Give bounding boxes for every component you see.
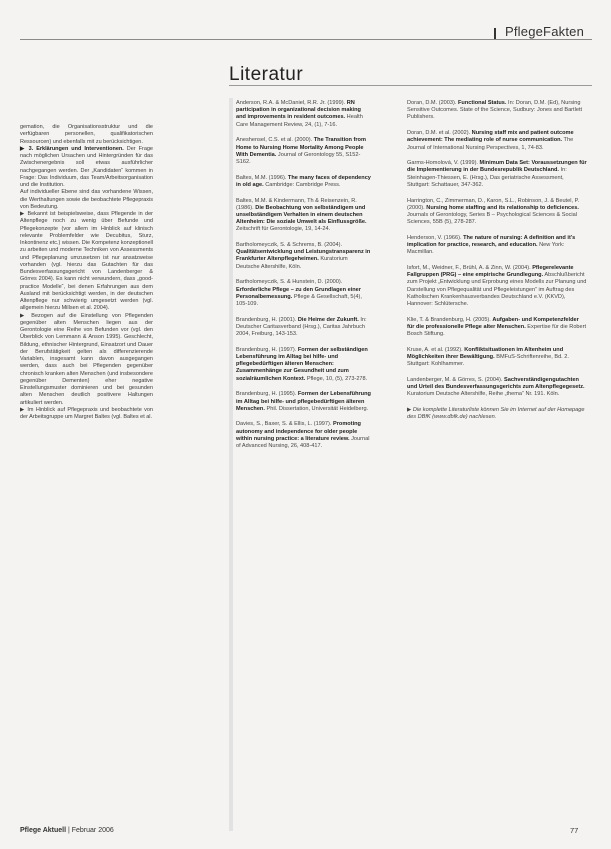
section-title: Literatur xyxy=(229,64,304,85)
reference-entry: Doran, D.M. et al. (2002). Nursing staff mix and patient outcome achievement: The mediating role of nurse communication. The Journal of International Nursing Perspectives, 1, 74-83. xyxy=(407,130,574,151)
reference-entry: Davies, S., Baxer, S. & Ellis, L. (1997). Promoting autonomy and independence for older people within nursing practice: a literature review. Journal of Advanced Nursing, 26, 408-417. xyxy=(236,421,370,450)
reference-entry: Brandenburg, H. (2001). Die Heime der Zukunft. In: Deutscher Caritasverband (Hrsg.), Caritas Jahrbuch 2004, Freiburg, 143-153. xyxy=(236,316,367,338)
reference-side-bar xyxy=(229,98,233,831)
reference-entry: Harrington, C., Zimmerman, D., Karon, S.L., Robinson, J. & Beutel, P. (2000). Nursing home staffing and its relationship to deficiences. Journals of Gerontology, Series B – Psychological Sciences & Social Sciences, 55B (5), 278-287. xyxy=(407,197,580,226)
footer-journal: Pflege Aktuell | Februar 2006 xyxy=(20,827,114,834)
reference-entry: Klie, T. & Brandenburg, H. (2005). Aufgaben- und Kompetenzfelder für die professionelle Pflege alter Menschen. Expertise für die Robert Bosch Stiftung. xyxy=(407,316,587,338)
title-divider xyxy=(229,85,592,86)
reference-note: ▶ Die komplette Literaturliste können Sie im Internet auf der Homepage des DBfK (www.dbfk.de) nachlesen. xyxy=(407,407,585,421)
paragraph: gemation, die Organisationsstruktur und die verfügbaren personellen, qualifikatorischen Ressourcen) und ebenfalls mit zu berücksichtigen. xyxy=(20,124,153,145)
reference-entry: Garms-Homolová, V. (1999). Minimum Data Set: Voraussetzungen für die Implementierung in der Bundesrepublik Deutschland. In: Steinhagen-Thiessen, E. (Hrsg.), Das geriatrische Assessment, Stuttgart: Schattauer, 347-362. xyxy=(407,160,587,188)
paragraph: Auf individueller Ebene sind das vorhandene Wissen, die Werthaltungen sowie die beobachtete Pflegepraxis von Bedeutung. xyxy=(20,189,153,210)
page-number: 77 xyxy=(570,826,579,835)
reference-entry: Anderson, R.A. & McDaniel, R.R. Jr. (1999). RN participation in organizational decision making and improvements in resident outcomes. Health Care Management Review, 24, (1), 7-16. xyxy=(236,100,363,128)
paragraph: ▶ Im Hinblick auf Pflegepraxis und beobachtete von der Arbeitsgruppe um Margret Baltes (vgl. Baltes et al. xyxy=(20,406,153,420)
header-title: PflegeFakten xyxy=(505,24,585,39)
reference-entry: Aneshensel, C.S. et al. (2000). The Transition from Home to Nursing Home Mortality Among People With Dementia. Journal of Gerontology 55, S152-S162. xyxy=(236,137,366,165)
reference-entry: Bartholomeyczik, S. & Schrems, B. (2004). Qualitätsentwicklung und Leistungstransparenz in Frankfurter Altenpflegeheimen. Kuratorium Deutsche Altershilfe, Köln. xyxy=(236,242,371,270)
reference-entry: Brandenburg, H. (1995). Formen der Lebensführung im Alltag bei hilfe- und pflegebedürftigen älteren Menschen. Phil. Dissertation, Universität Heidelberg. xyxy=(236,391,371,412)
body-text-column xyxy=(20,124,153,421)
reference-entry: Bartholomeyczik, S. & Hunstein, D. (2000). Erforderliche Pflege – zu den Grundlagen einer Personalbemessung. Pflege & Gesellschaft, 5(4), 105-109. xyxy=(236,279,362,307)
paragraph: ▶ Bekannt ist beispielsweise, dass Pflegende in der Altenpflege noch zu wenig über Befunde und Pflegekonzepte (vor allem im Hinblick auf klinisch relevante Problemfelder wie Decubitus, Sturz, Inkontinenz etc.) wissen. Die Kompetenz konzeptionell zu arbeiten und moderne Techniken von Assessments und Pflegeplanung umzusetzen ist nur ansatzweise vorhanden (vgl. hierzu das Gutachten für das Bundesverfassungsgericht von Landenberger & Görres 2004). Es kann nicht verwundern, dass „good-practice Modelle“, bei denen Erfahrungen aus dem Ausland mit berücksichtigt werden, in der deutschen Altenpflege nur schwierig umgesetzt werden (vgl. allgemein hierzu Millsen et al. 2004). xyxy=(20,211,153,312)
reference-column-2 xyxy=(407,100,587,430)
reference-entry: Baltes, M.M. & Kindermann, Th & Reisenzein, R. (1986). Die Beobachtung von selbständigem und unselbständigem Verhalten in einem deutschen Altenheim: Die soziale Umwelt als Einflussgröße. Zeitschrift für Gerontologie, 19, 14-24. xyxy=(236,197,367,233)
reference-entry: Isfort, M., Weidner, F., Brühl, A. & Zinn, W. (2004). Pflegerelevante Fallgruppen (PRG) – eine empirische Grundlegung. Abschlußbericht zum Projekt „Entwicklung und Erprobung eines Modells zur Planung und Darstellung von Pflegequalität und Pflegeleistungen“ im Auftrag des Katholischen Krankenhausverbandes Deutschland e.V. (KKVD), Hannover: Schlütersche. xyxy=(407,264,587,307)
reference-entry: Doran, D.M. (2003). Functional Status. In: Doran, D.M. (Ed), Nursing Sensitive Outcomes. State of the Science, Sudbury: Jones and Bartlett Publishers. xyxy=(407,100,583,121)
paragraph-heading: ▶ 3. Erklärungen und Interventionen. xyxy=(20,145,124,152)
reference-entry: Landenberger, M. & Görres, S. (2004). Sachverständigengutachten und Urteil des Bundesverfassungsgerichts zum Altenpflegegesetz. Kuratorium Deutsche Altershilfe, Reihe „thema“ Nr. 191. Köln. xyxy=(407,376,585,398)
paragraph: ▶ Bezogen auf die Einstellung von Pflegenden gegenüber alten Menschen liegen aus der Gerontologie eine Reihe von Befunden vor (vgl. den Überblick von Lemmann & Anson 1995). Geschlecht, Bildung, ethnischer Hintergrund, Einsatzort und Dauer der Berufstätigkeit gelten als differenzierende Variablen, insgesamt kann davon ausgegangen werden, dass auch bei Pflegenden gegenüber chronisch kranken alten Menschen (und insbesondere gegenüber Dementen) eher negative Einstellungsmuster dominieren und bei gesunden alten Menschen deutlich positivere Haltungen artikuliert werden. xyxy=(20,312,153,406)
reference-column-1 xyxy=(236,100,372,459)
reference-entry: Baltes, M.M. (1996). The many faces of dependency in old age. Cambridge: Cambridge Press. xyxy=(236,174,371,188)
header-divider xyxy=(20,39,592,40)
reference-entry: Brandenburg, H. (1997). Formen der selbständigen Lebensführung im Alltag bei hilfe- und pflegebedürftigen älteren Menschen: Zusammenhänge zur Gesundheit und zum sozialräumlichen Kontext. Pflege, 10, (5), 273-278. xyxy=(236,346,368,382)
paragraph xyxy=(20,146,153,190)
paragraph-body: Der Frage nach möglichen Ursachen und Hintergründen für das Zwischenergebnis soll etwas ausführlicher nachgegangen werden. Der „Kandidaten“ kommen in Frage: Das Individuum, das Team/Arbeitsorganisation und die Institution. xyxy=(20,145,153,188)
reference-entry: Henderson, V. (1966). The nature of nursing: A definition and it’s implication for practice, research, and education. New York: Macmillan. xyxy=(407,234,576,256)
reference-entry: Kruse, A. et al. (1992). Konfliktsituationen im Altenheim und Möglichkeiten ihrer Bewältigung. BMFuS-Schriftenreihe, Bd. 2. Stuttgart: Kohlhammer. xyxy=(407,346,569,368)
